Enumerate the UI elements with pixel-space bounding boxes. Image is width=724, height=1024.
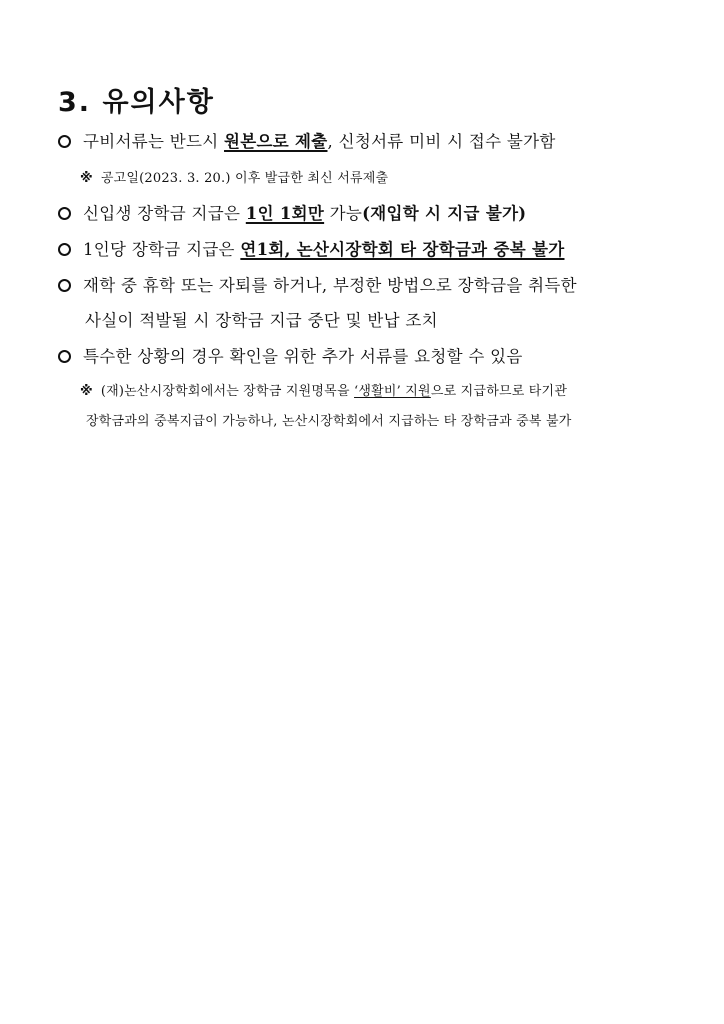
notice-text: 구비서류는 반드시: [83, 132, 225, 151]
footnote-text: 공고일(2023. 3. 20.) 이후 발급한 최신 서류제출: [100, 171, 389, 186]
notice-item-original-documents: [58, 128, 556, 152]
notice-text: 신입생 장학금 지급은: [83, 204, 246, 223]
notice-item-freshman-scholarship: [58, 200, 526, 224]
hollow-circle-icon: [58, 243, 71, 256]
notice-item-additional-documents: [58, 343, 523, 367]
notice-text: 사실이 적발될 시 장학금 지급 중단 및 반납 조치: [85, 311, 438, 330]
emphasis-text: 1인 1회만: [245, 204, 325, 223]
footnote-text: (재)논산시장학회에서는 장학금 지원명목을: [100, 384, 355, 399]
emphasis-text: ‘생활비’ 지원: [354, 384, 431, 399]
footnote-announcement-date: [80, 167, 388, 186]
notice-text: 1인당 장학금 지급은: [83, 240, 241, 259]
footnote-living-expenses-continued: [86, 410, 572, 429]
footnote-living-expenses: [80, 380, 567, 399]
notice-text: , 신청서류 미비 시 접수 불가함: [327, 132, 556, 151]
reference-mark-icon: ※: [80, 384, 93, 399]
section-heading: 3. 유의사항: [58, 87, 215, 118]
hollow-circle-icon: [58, 207, 71, 220]
footnote-text: 으로 지급하므로 타기관: [430, 384, 568, 399]
hollow-circle-icon: [58, 350, 71, 363]
hollow-circle-icon: [58, 135, 71, 148]
footnote-text: 장학금과의 중복지급이 가능하나, 논산시장학회에서 지급하는 타 장학금과 중복 불가: [86, 414, 572, 429]
emphasis-text: (재입학 시 지급 불가): [362, 204, 527, 223]
emphasis-text: 원본으로 제출: [224, 132, 328, 151]
notice-item-leave-of-absence: [58, 272, 577, 296]
notice-text: 재학 중 휴학 또는 자퇴를 하거나, 부정한 방법으로 장학금을 취득한: [83, 276, 577, 295]
notice-item-annual-limit: [58, 236, 564, 260]
reference-mark-icon: ※: [80, 171, 93, 186]
notice-text: 가능: [324, 204, 363, 223]
hollow-circle-icon: [58, 279, 71, 292]
emphasis-text: 연1회, 논산시장학회 타 장학금과 중복 불가: [240, 240, 565, 259]
notice-text: 특수한 상황의 경우 확인을 위한 추가 서류를 요청할 수 있음: [83, 347, 523, 366]
notice-item-leave-of-absence-continued: [85, 307, 438, 331]
